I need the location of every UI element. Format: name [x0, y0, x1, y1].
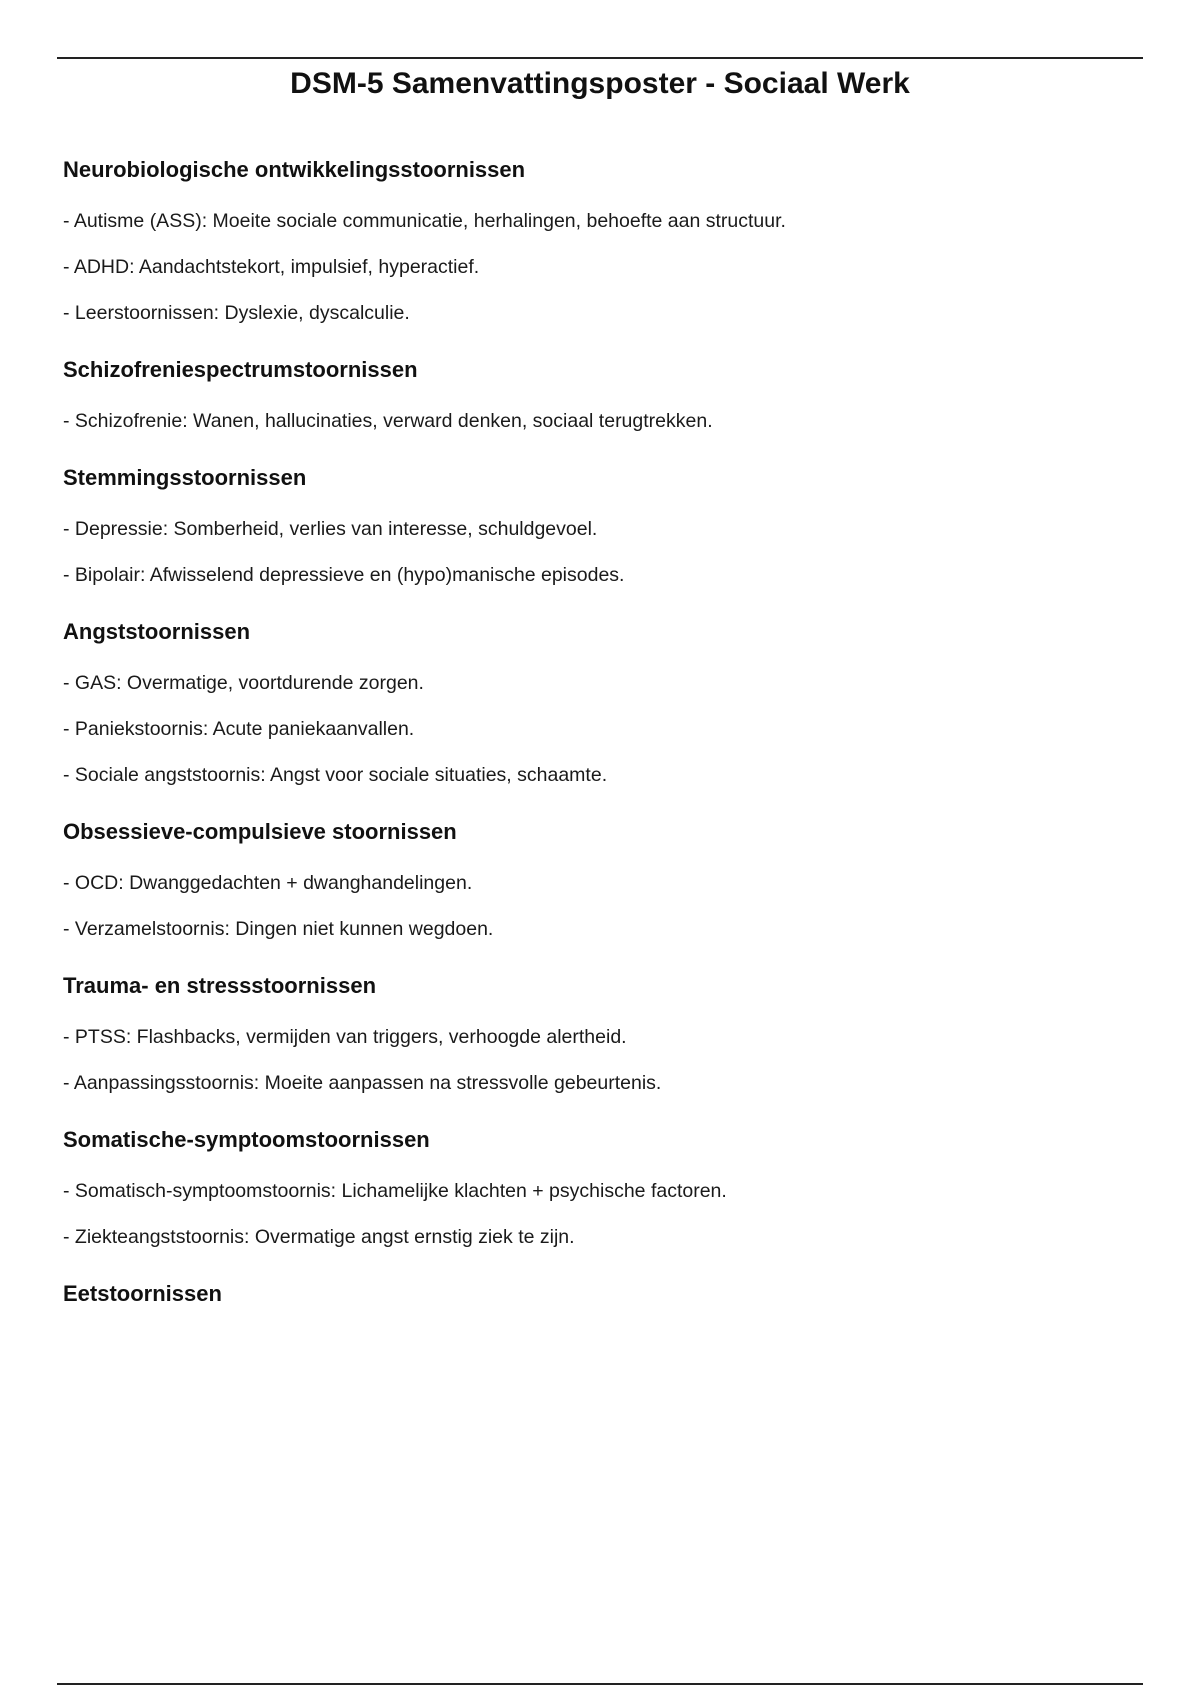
section-item-list [63, 671, 1143, 787]
section-item-list [63, 209, 1143, 325]
page-title: DSM-5 Samenvattingsposter - Sociaal Werk [290, 67, 910, 100]
list-item: - Verzamelstoornis: Dingen niet kunnen wegdoen. [63, 918, 494, 940]
section-trauma [63, 969, 1143, 1095]
list-item: - ADHD: Aandachtstekort, impulsief, hyperactief. [63, 256, 480, 278]
list-item: - Leerstoornissen: Dyslexie, dyscalculie. [63, 302, 410, 324]
section-stemming [63, 461, 1143, 587]
bottom-rule [57, 1683, 1143, 1685]
section-title: Stemmingsstoornissen [63, 465, 307, 490]
section-schizofrenie [63, 353, 1143, 433]
section-title: Somatische-symptoomstoornissen [63, 1127, 430, 1152]
section-title: Obsessieve-compulsieve stoornissen [63, 819, 457, 844]
list-item: - Somatisch-symptoomstoornis: Lichamelijke klachten + psychische factoren. [63, 1180, 727, 1202]
list-item: - Bipolair: Afwisselend depressieve en (hypo)manische episodes. [63, 564, 625, 586]
section-eet [63, 1277, 1143, 1311]
section-angst [63, 615, 1143, 787]
section-title: Neurobiologische ontwikkelingsstoornissen [63, 157, 526, 182]
list-item: - Autisme (ASS): Moeite sociale communicatie, herhalingen, behoefte aan structuur. [63, 210, 786, 232]
section-item-list [63, 1025, 1143, 1095]
list-item: - OCD: Dwanggedachten + dwanghandelingen. [63, 872, 473, 894]
list-item: - Depressie: Somberheid, verlies van interesse, schuldgevoel. [63, 518, 598, 540]
section-item-list [63, 517, 1143, 587]
section-title: Angststoornissen [63, 619, 251, 644]
section-item-list [63, 1179, 1143, 1249]
list-item: - Sociale angststoornis: Angst voor sociale situaties, schaamte. [63, 764, 608, 786]
list-item: - Ziekteangststoornis: Overmatige angst ernstig ziek te zijn. [63, 1226, 575, 1248]
section-ocd [63, 815, 1143, 941]
section-title: Schizofreniespectrumstoornissen [63, 357, 418, 382]
list-item: - GAS: Overmatige, voortdurende zorgen. [63, 672, 424, 694]
section-title: Eetstoornissen [63, 1281, 222, 1306]
section-item-list [63, 871, 1143, 941]
list-item: - Aanpassingsstoornis: Moeite aanpassen na stressvolle gebeurtenis. [63, 1072, 662, 1094]
list-item: - Paniekstoornis: Acute paniekaanvallen. [63, 718, 415, 740]
section-neurobiologisch [63, 153, 1143, 325]
section-title: Trauma- en stressstoornissen [63, 973, 377, 998]
list-item: - PTSS: Flashbacks, vermijden van triggers, verhoogde alertheid. [63, 1026, 627, 1048]
list-item: - Schizofrenie: Wanen, hallucinaties, verward denken, sociaal terugtrekken. [63, 410, 713, 432]
poster-content [63, 153, 1143, 1339]
section-somatisch [63, 1123, 1143, 1249]
section-item-list [63, 409, 1143, 433]
top-rule [57, 57, 1143, 59]
